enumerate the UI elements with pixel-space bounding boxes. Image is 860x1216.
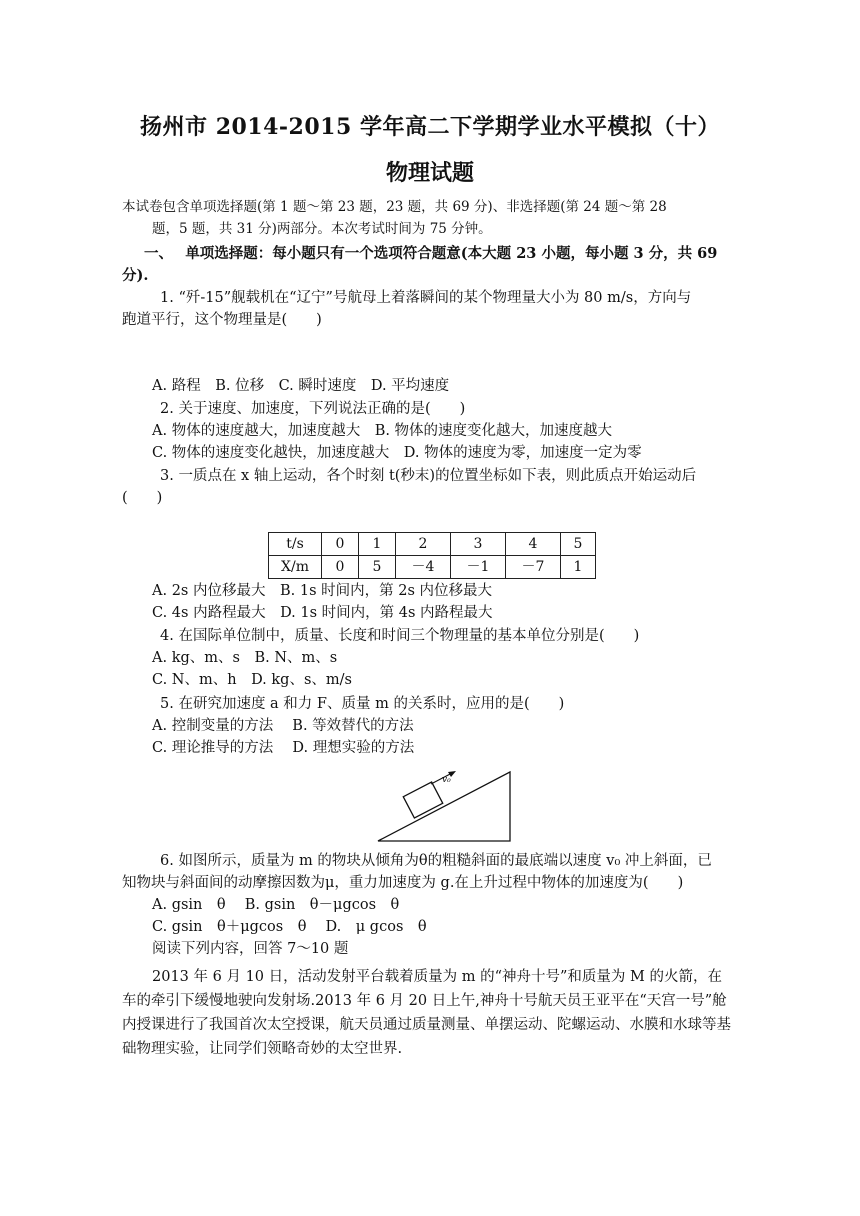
q1-stem-line-2: 跑道平行，这个物理量是( ) xyxy=(122,312,322,328)
question-2 xyxy=(122,398,734,464)
table-cell: －4 xyxy=(396,556,451,579)
q2-options-ab: A. 物体的速度越大，加速度越大 B. 物体的速度变化越大，加速度越大 xyxy=(152,423,613,439)
q2-options-cd: C. 物体的速度变化越快，加速度越大 D. 物体的速度为零，加速度一定为零 xyxy=(152,445,642,461)
table-cell: －7 xyxy=(506,556,561,579)
q1-options xyxy=(122,375,734,397)
velocity-label: v₀ xyxy=(442,775,451,785)
table-cell: 0 xyxy=(322,556,359,579)
table-cell: 3 xyxy=(451,533,506,556)
table-cell: 5 xyxy=(561,533,596,556)
table-cell: 1 xyxy=(561,556,596,579)
table-cell: 0 xyxy=(322,533,359,556)
table-row-position xyxy=(269,556,596,579)
q1-stem-line-1: 1. “歼-15”舰载机在“辽宁”号航母上着落瞬间的某个物理量大小为 80 m/s，方向与 xyxy=(160,290,692,306)
reading-instruction: 阅读下列内容，回答 7～10 题 xyxy=(152,941,349,957)
table-cell: 2 xyxy=(396,533,451,556)
page-subtitle: 物理试题 xyxy=(385,160,474,186)
q5-stem: 5. 在研究加速度 a 和力 F、质量 m 的关系时，应用的是( ) xyxy=(160,696,565,712)
q5-options-cd: C. 理论推导的方法 D. 理想实验的方法 xyxy=(152,740,415,756)
q3-options-cd: C. 4s 内路程最大 D. 1s 时间内，第 4s 内路程最大 xyxy=(152,605,493,621)
section-heading-tail: 分). xyxy=(122,267,149,284)
question-4 xyxy=(122,625,734,691)
incline-figure xyxy=(376,768,516,844)
q3-options-ab: A. 2s 内位移最大 B. 1s 时间内，第 2s 内位移最大 xyxy=(152,583,492,599)
section-heading-line xyxy=(122,243,734,265)
section-title: 单项选择题：每小题只有一个选项符合题意(本大题 23 小题，每小题 3 分，共 69 xyxy=(185,245,718,262)
q4-options-ab: A. kg、m、s B. N、m、s xyxy=(152,650,338,666)
q6-options-cd: C. gsin θ＋μgcos θ D. μ gcos θ xyxy=(152,919,427,935)
q6-stem-line-2: 知物块与斜面间的动摩擦因数为μ，重力加速度为 g.在上升过程中物体的加速度为( ) xyxy=(122,875,684,891)
table-cell: 5 xyxy=(359,556,396,579)
q3-options xyxy=(122,580,734,624)
table-cell: 4 xyxy=(506,533,561,556)
question-6 xyxy=(122,850,734,960)
question-5 xyxy=(122,693,734,759)
q3-stem-line-1: 3. 一质点在 x 轴上运动，各个时刻 t(秒末)的位置坐标如下表，则此质点开始运动后 xyxy=(160,468,697,484)
section-number: 一、 xyxy=(144,245,166,262)
table-cell: 1 xyxy=(359,533,396,556)
table-header-x: X/m xyxy=(269,556,322,579)
q4-stem: 4. 在国际单位制中，质量、长度和时间三个物理量的基本单位分别是( ) xyxy=(160,628,640,644)
position-table xyxy=(268,532,596,579)
table-header-t: t/s xyxy=(269,533,322,556)
instructions-line-1: 本试卷包含单项选择题(第 1 题～第 23 题，23 题，共 69 分)、非选择题(第 24 题～第 28 xyxy=(122,199,667,215)
table-row-time xyxy=(269,533,596,556)
q6-options-ab: A. gsin θ B. gsin θ－μgcos θ xyxy=(152,897,400,913)
exam-instructions xyxy=(122,196,732,240)
reading-passage xyxy=(122,965,734,1061)
question-1 xyxy=(122,287,734,331)
q5-options-ab: A. 控制变量的方法 B. 等效替代的方法 xyxy=(152,718,414,734)
q1-options-line: A. 路程 B. 位移 C. 瞬时速度 D. 平均速度 xyxy=(152,378,450,394)
q2-stem: 2. 关于速度、加速度，下列说法正确的是( ) xyxy=(160,401,466,417)
question-3 xyxy=(122,465,734,509)
q4-options-cd: C. N、m、h D. kg、s、m/s xyxy=(152,672,352,688)
q3-stem-line-2: ( ) xyxy=(122,490,163,506)
section-heading xyxy=(122,243,734,287)
table-cell: －1 xyxy=(451,556,506,579)
passage-text: 2013 年 6 月 10 日，活动发射平台载着质量为 m 的“神舟十号”和质量为 M 的火箭，在车的牵引下缓慢地驶向发射场.2013 年 6 月 20 日上午,神舟十号航天员王亚平在“天宫一号”舱内授课进行了我国首次太空授课，航天员通过质量测量、单摆运动、陀螺运动、水膜和水球等基础物理实验，让同学们领略奇妙的太空世界. xyxy=(122,969,731,1057)
instructions-line-2: 题，5 题，共 31 分)两部分。本次考试时间为 75 分钟。 xyxy=(152,221,492,237)
page-title: 扬州市 2014-2015 学年高二下学期学业水平模拟（十） xyxy=(140,114,720,140)
block xyxy=(403,782,442,818)
q6-stem-line-1: 6. 如图所示，质量为 m 的物块从倾角为θ的粗糙斜面的最底端以速度 v₀ 冲上斜面，已 xyxy=(160,853,712,869)
